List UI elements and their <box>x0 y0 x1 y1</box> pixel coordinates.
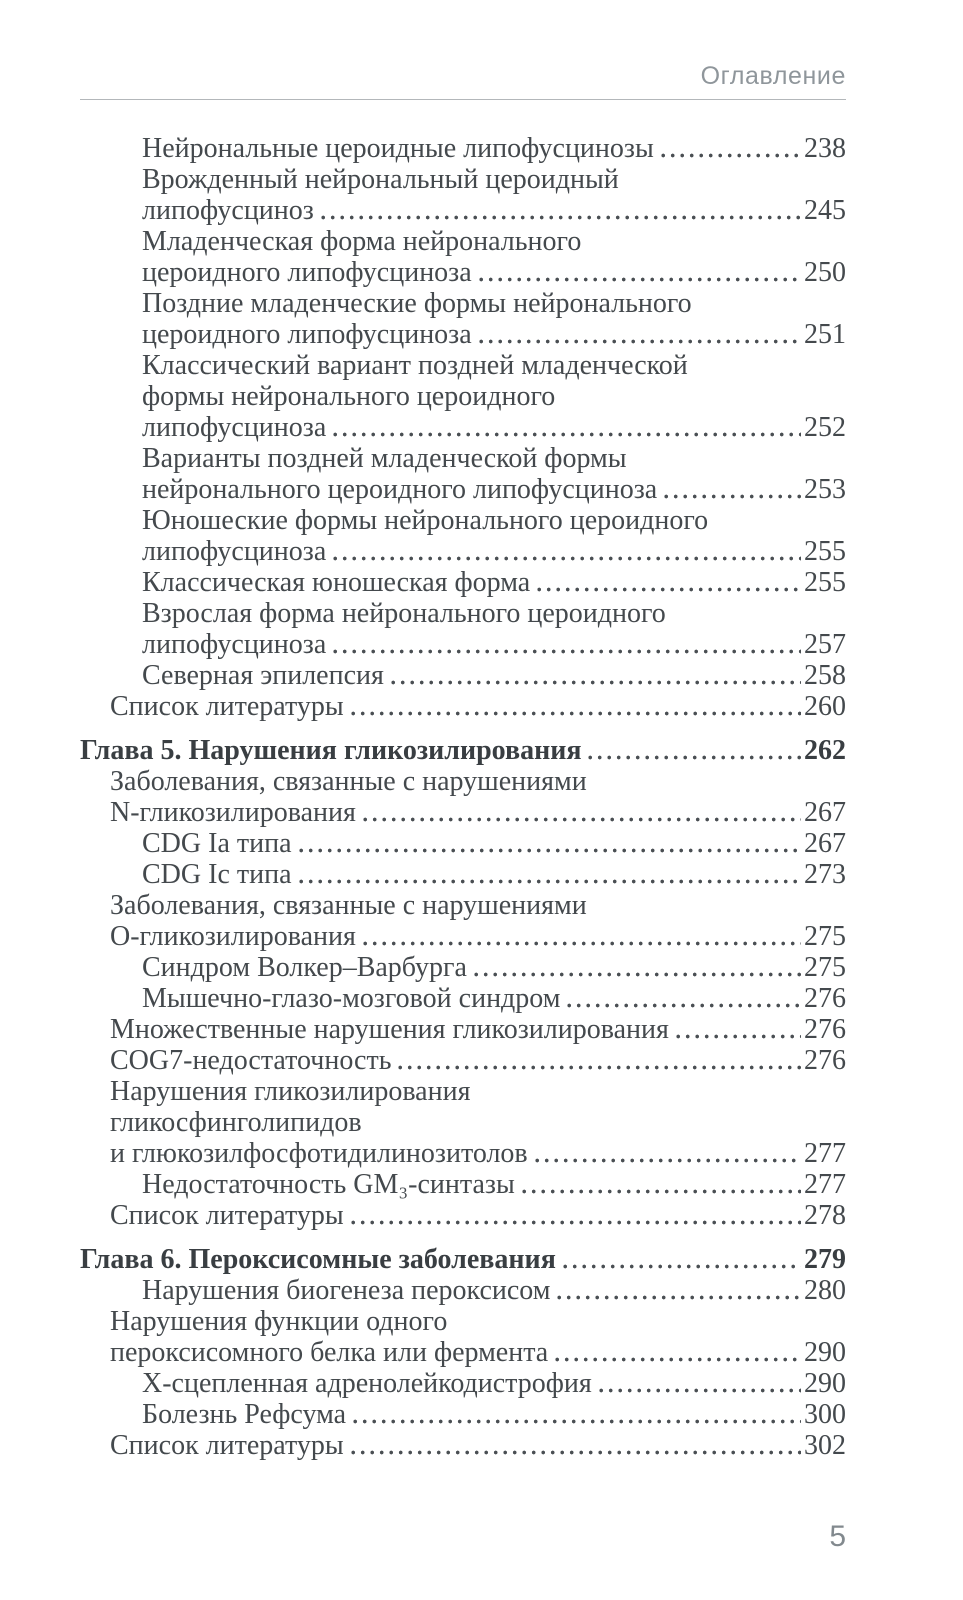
toc-entry-line <box>110 1200 846 1231</box>
dot-leader <box>664 494 801 499</box>
dot-leader <box>535 1158 801 1163</box>
dot-leader <box>333 432 801 437</box>
toc-entry-line <box>142 288 846 319</box>
toc-entry-text: Взрослая форма нейронального цероидного <box>142 598 666 629</box>
toc-page-number: 280 <box>804 1275 846 1306</box>
toc-page-number: 276 <box>804 983 846 1014</box>
toc-page-number: 278 <box>804 1200 846 1231</box>
page-number: 5 <box>829 1520 846 1553</box>
dot-leader <box>333 556 801 561</box>
toc-entry-text: формы нейронального цероидного <box>142 381 556 412</box>
dot-leader <box>333 649 801 654</box>
toc-page-number: 279 <box>804 1244 846 1275</box>
toc-entry-line <box>110 1306 846 1337</box>
dot-leader <box>391 680 801 685</box>
toc-page-number: 267 <box>804 797 846 828</box>
toc-page-number: 250 <box>804 257 846 288</box>
dot-leader <box>474 972 801 977</box>
toc-entry-line <box>142 164 846 195</box>
toc-entry <box>80 164 846 226</box>
toc-entry <box>80 1306 846 1368</box>
toc-entry-line <box>142 1169 846 1200</box>
toc-entry-text: липофусциноза <box>142 412 327 443</box>
dot-leader <box>522 1189 801 1194</box>
toc-chapter-entry <box>80 1244 846 1275</box>
toc-entry <box>80 226 846 288</box>
dot-leader <box>555 1357 801 1362</box>
toc-entry-line <box>142 536 846 567</box>
toc-entry <box>80 691 846 722</box>
toc-entry <box>80 1045 846 1076</box>
toc-page-number: 251 <box>804 319 846 350</box>
toc-entry-text: Младенческая форма нейронального <box>142 226 582 257</box>
toc-entry-line <box>110 921 846 952</box>
toc-entry-line <box>142 505 846 536</box>
toc-page-number: 275 <box>804 921 846 952</box>
toc-entry <box>80 133 846 164</box>
dot-leader <box>676 1034 801 1039</box>
toc-entry-text: Юношеские формы нейронального цероидного <box>142 505 709 536</box>
toc-page-number: 262 <box>804 735 846 766</box>
toc-entry-text: Нарушения биогенеза пероксисом <box>142 1275 551 1306</box>
toc-entry <box>80 1014 846 1045</box>
toc-entry-text: Множественные нарушения гликозилирования <box>110 1014 669 1045</box>
toc-entry-line <box>110 1045 846 1076</box>
toc-page-number: 276 <box>804 1045 846 1076</box>
dot-leader <box>537 587 801 592</box>
toc-entry-text: липофусциноз <box>142 195 314 226</box>
toc-entry <box>80 1430 846 1461</box>
toc-entry-text: Врожденный нейрональный цероидный <box>142 164 619 195</box>
toc-entry <box>80 288 846 350</box>
page-header: Оглавление <box>700 62 846 90</box>
dot-leader <box>479 339 801 344</box>
toc-page-number: 252 <box>804 412 846 443</box>
toc-entry <box>80 983 846 1014</box>
toc-page-number: 245 <box>804 195 846 226</box>
toc-page-number: 277 <box>804 1138 846 1169</box>
toc-page-number: 253 <box>804 474 846 505</box>
toc-entry-line <box>142 828 846 859</box>
toc-entry-line <box>142 660 846 691</box>
toc-entry-text: Заболевания, связанные с нарушениями <box>110 890 587 921</box>
toc-entry-line <box>142 412 846 443</box>
toc-list <box>80 133 846 1461</box>
toc-entry-line <box>80 1244 846 1275</box>
toc-entry-line <box>142 257 846 288</box>
dot-leader <box>363 817 801 822</box>
dot-leader <box>351 711 801 716</box>
toc-entry-line <box>80 735 846 766</box>
toc-page-number: 302 <box>804 1430 846 1461</box>
toc-entry-text: гликосфинголипидов <box>110 1107 362 1138</box>
toc-entry-text: Мышечно-глазо-мозговой синдром <box>142 983 561 1014</box>
toc-entry-line <box>142 226 846 257</box>
toc-entry-line <box>110 1014 846 1045</box>
toc-entry <box>80 766 846 828</box>
toc-entry-line <box>142 598 846 629</box>
toc-entry-text: цероидного липофусциноза <box>142 319 472 350</box>
toc-page-number: 260 <box>804 691 846 722</box>
toc-entry <box>80 505 846 567</box>
dot-leader <box>661 153 801 158</box>
toc-entry-text: Список литературы <box>110 1430 344 1461</box>
toc-page-number: 257 <box>804 629 846 660</box>
toc-entry-text: COG7-недостаточность <box>110 1045 392 1076</box>
toc-entry-text: Заболевания, связанные с нарушениями <box>110 766 587 797</box>
toc-entry-text: цероидного липофусциноза <box>142 257 472 288</box>
toc-entry-line <box>142 859 846 890</box>
toc-entry-line <box>110 1337 846 1368</box>
dot-leader <box>398 1065 801 1070</box>
toc-entry-line <box>142 567 846 598</box>
toc-page-number: 290 <box>804 1368 846 1399</box>
toc-entry <box>80 952 846 983</box>
dot-leader <box>567 1003 801 1008</box>
toc-page-number: 238 <box>804 133 846 164</box>
dot-leader <box>299 848 801 853</box>
toc-entry-line <box>142 133 846 164</box>
toc-entry-line <box>142 1275 846 1306</box>
toc-entry-text: Нарушения гликозилирования <box>110 1076 471 1107</box>
toc-entry-text: Классическая юношеская форма <box>142 567 531 598</box>
toc-entry <box>80 1275 846 1306</box>
toc-page-number: 300 <box>804 1399 846 1430</box>
toc-chapter-entry <box>80 735 846 766</box>
toc-entry-line <box>110 890 846 921</box>
toc-page-number: 255 <box>804 567 846 598</box>
dot-leader <box>563 1264 801 1269</box>
toc-entry <box>80 350 846 443</box>
toc-entry-line <box>110 797 846 828</box>
toc-page-number: 255 <box>804 536 846 567</box>
header-rule <box>80 99 846 100</box>
toc-entry <box>80 598 846 660</box>
toc-entry-text: липофусциноза <box>142 629 327 660</box>
toc-entry-line <box>142 474 846 505</box>
toc-entry-text: пероксисомного белка или фермента <box>110 1337 549 1368</box>
toc-entry-line <box>142 443 846 474</box>
toc-entry-text: Недостаточность GM₃-синтазы <box>142 1169 515 1200</box>
toc-entry-text: Глава 5. Нарушения гликозилирования <box>80 735 582 766</box>
toc-entry-line <box>142 629 846 660</box>
toc-entry-text: липофусциноза <box>142 536 327 567</box>
toc-entry <box>80 567 846 598</box>
dot-leader <box>321 215 801 220</box>
toc-entry-line <box>110 1107 846 1138</box>
toc-entry-text: Болезнь Рефсума <box>142 1399 347 1430</box>
dot-leader <box>363 941 801 946</box>
dot-leader <box>351 1220 801 1225</box>
toc-entry <box>80 828 846 859</box>
toc-page-number: 273 <box>804 859 846 890</box>
toc-entry-text: Поздние младенческие формы нейронального <box>142 288 692 319</box>
toc-page-number: 275 <box>804 952 846 983</box>
toc-page-number: 277 <box>804 1169 846 1200</box>
toc-entry-line <box>142 1368 846 1399</box>
toc-entry <box>80 1076 846 1169</box>
toc-entry <box>80 660 846 691</box>
toc-entry-line <box>142 983 846 1014</box>
dot-leader <box>479 277 801 282</box>
toc-entry-text: Х-сцепленная адренолейкодистрофия <box>142 1368 592 1399</box>
toc-entry <box>80 1368 846 1399</box>
toc-entry-text: Нейрональные цероидные липофусцинозы <box>142 133 654 164</box>
toc-entry <box>80 859 846 890</box>
toc-page-number: 290 <box>804 1337 846 1368</box>
toc-page-number: 258 <box>804 660 846 691</box>
toc-entry <box>80 890 846 952</box>
toc-entry <box>80 1399 846 1430</box>
toc-entry-line <box>110 1430 846 1461</box>
toc-entry-line <box>142 195 846 226</box>
toc-entry-text: нейронального цероидного липофусциноза <box>142 474 658 505</box>
toc-page-number: 276 <box>804 1014 846 1045</box>
toc-entry-line <box>142 350 846 381</box>
toc-entry <box>80 1169 846 1200</box>
toc-entry-line <box>142 381 846 412</box>
toc-entry-line <box>110 766 846 797</box>
toc-entry <box>80 1200 846 1231</box>
dot-leader <box>299 879 801 884</box>
toc-entry-line <box>142 1399 846 1430</box>
dot-leader <box>353 1419 801 1424</box>
toc-entry-text: Список литературы <box>110 691 344 722</box>
dot-leader <box>599 1388 801 1393</box>
toc-entry-line <box>142 319 846 350</box>
toc-entry-text: Классический вариант поздней младенческой <box>142 350 688 381</box>
toc-entry-text: О-гликозилирования <box>110 921 356 952</box>
toc-entry-line <box>110 691 846 722</box>
toc-entry-text: CDG Ic типа <box>142 859 292 890</box>
toc-entry-text: Синдром Волкер–Варбурга <box>142 952 467 983</box>
toc-entry-line <box>110 1138 846 1169</box>
toc-entry-line <box>110 1076 846 1107</box>
toc-page-number: 267 <box>804 828 846 859</box>
toc-entry-line <box>142 952 846 983</box>
toc-entry-text: Нарушения функции одного <box>110 1306 448 1337</box>
dot-leader <box>351 1450 801 1455</box>
toc-entry-text: Северная эпилепсия <box>142 660 384 691</box>
toc-entry-text: Варианты поздней младенческой формы <box>142 443 627 474</box>
toc-entry <box>80 443 846 505</box>
toc-entry-text: и глюкозилфосфотидилинозитолов <box>110 1138 528 1169</box>
toc-entry-text: Глава 6. Пероксисомные заболевания <box>80 1244 556 1275</box>
toc-entry-text: N-гликозилирования <box>110 797 356 828</box>
toc-entry-text: CDG Ia типа <box>142 828 292 859</box>
dot-leader <box>588 755 801 760</box>
toc-entry-text: Список литературы <box>110 1200 344 1231</box>
dot-leader <box>557 1295 801 1300</box>
